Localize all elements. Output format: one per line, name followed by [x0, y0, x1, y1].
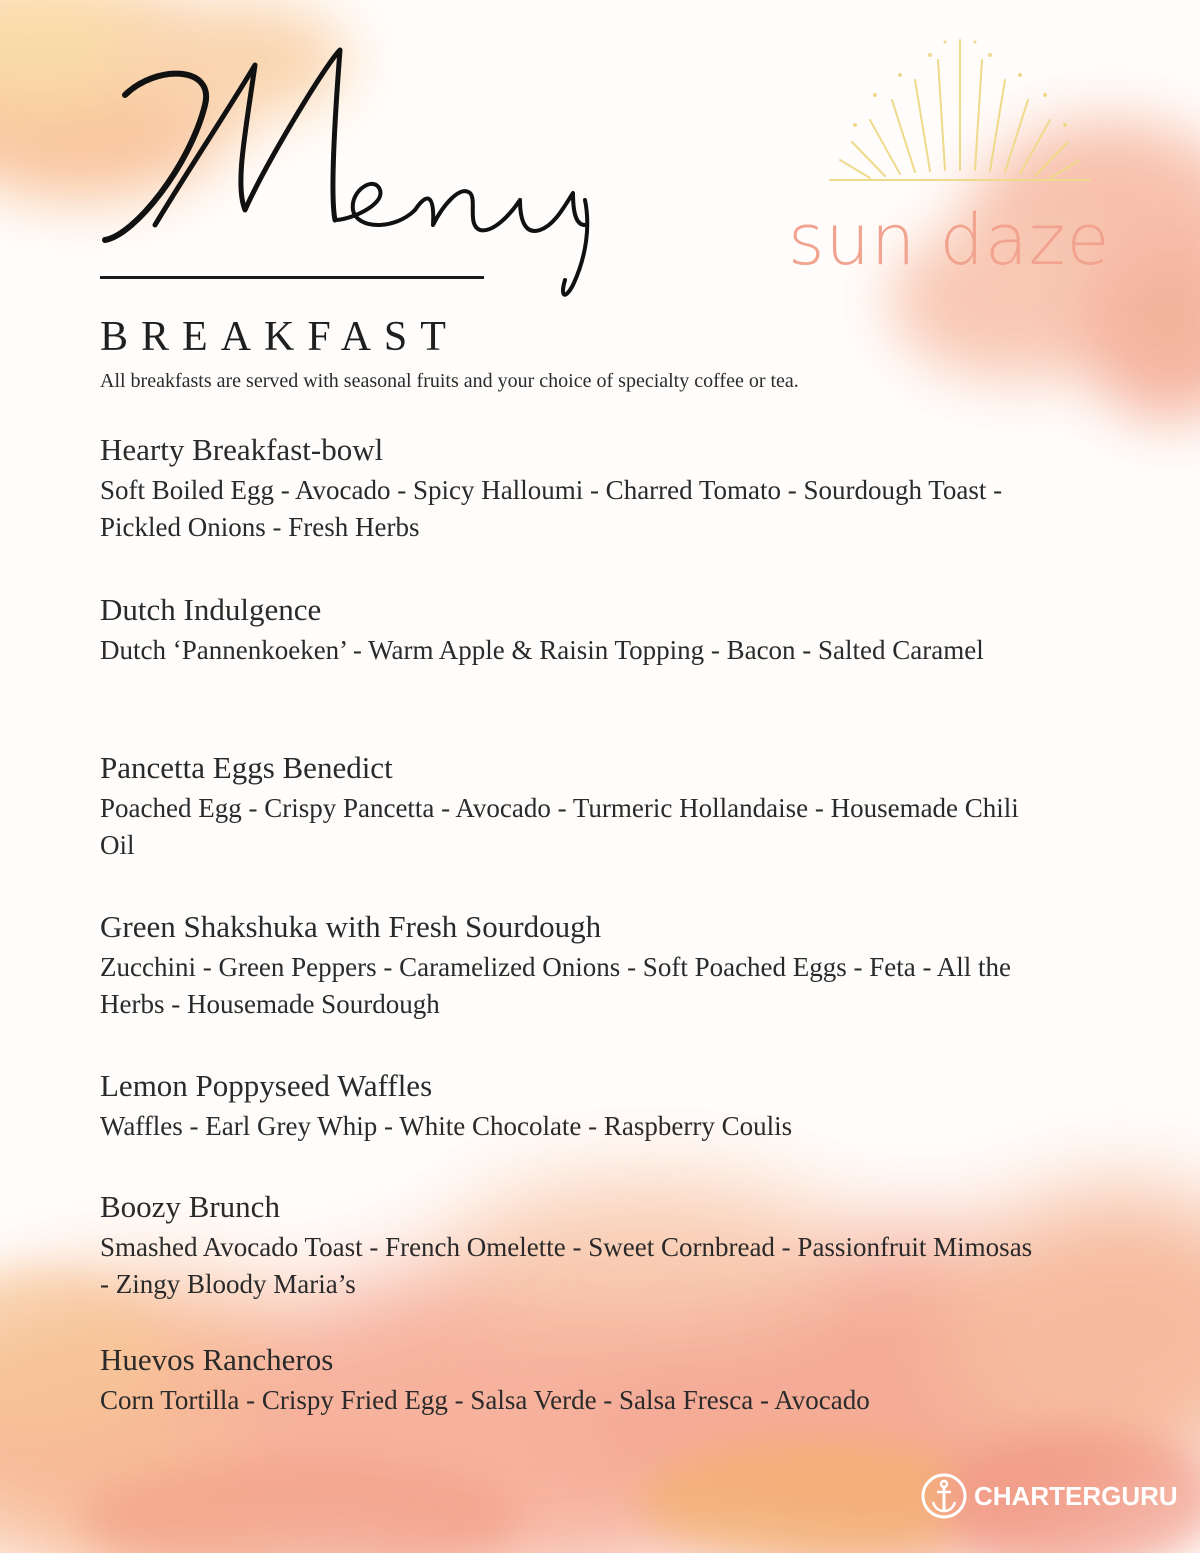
menu-script-title: [95, 25, 615, 315]
item-name: Hearty Breakfast-bowl: [100, 432, 384, 467]
item-description: Poached Egg - Crispy Pancetta - Avocado - Turmeric Hollandaise - Housemade Chili Oil: [100, 793, 1019, 860]
menu-item: [100, 907, 1060, 1023]
menu-item: [100, 1187, 1060, 1303]
menu-item: [100, 748, 1060, 864]
brand-name: CHARTERGURU: [974, 1480, 1178, 1511]
item-description: Smashed Avocado Toast - French Omelette - Sweet Cornbread - Passionfruit Mimosas - Zingy Bloody Maria’s: [100, 1232, 1033, 1299]
item-name: Dutch Indulgence: [100, 592, 322, 627]
sun-daze-logo-text: sun daze: [788, 199, 1111, 281]
menu-item: [100, 590, 1060, 669]
menu-item: [100, 1340, 1060, 1419]
section-note: All breakfasts are served with seasonal fruits and your choice of specialty coffee or tea.: [100, 370, 799, 392]
item-description: Corn Tortilla - Crispy Fried Egg - Salsa Verde - Salsa Fresca - Avocado: [100, 1385, 870, 1415]
item-name: Pancetta Eggs Benedict: [100, 750, 393, 785]
section-title: BREAKFAST: [100, 314, 459, 360]
menu-item: [100, 430, 1060, 546]
item-name: Huevos Rancheros: [100, 1342, 334, 1377]
item-name: Lemon Poppyseed Waffles: [100, 1068, 433, 1103]
item-name: Green Shakshuka with Fresh Sourdough: [100, 909, 602, 944]
anchor-icon: [920, 1472, 968, 1520]
title-underline: [100, 276, 484, 279]
item-name: Boozy Brunch: [100, 1189, 280, 1224]
item-description: Soft Boiled Egg - Avocado - Spicy Halloumi - Charred Tomato - Sourdough Toast - Pickled Onions - Fresh Herbs: [100, 475, 1003, 542]
menu-item: [100, 1066, 1060, 1145]
item-description: Zucchini - Green Peppers - Caramelized Onions - Soft Poached Eggs - Feta - All the Herbs - Housemade Sourdough: [100, 952, 1011, 1019]
charterguru-brand: [920, 1472, 1178, 1520]
item-description: Dutch ‘Pannenkoeken’ - Warm Apple & Raisin Topping - Bacon - Salted Caramel: [100, 635, 984, 665]
item-description: Waffles - Earl Grey Whip - White Chocolate - Raspberry Coulis: [100, 1111, 793, 1141]
